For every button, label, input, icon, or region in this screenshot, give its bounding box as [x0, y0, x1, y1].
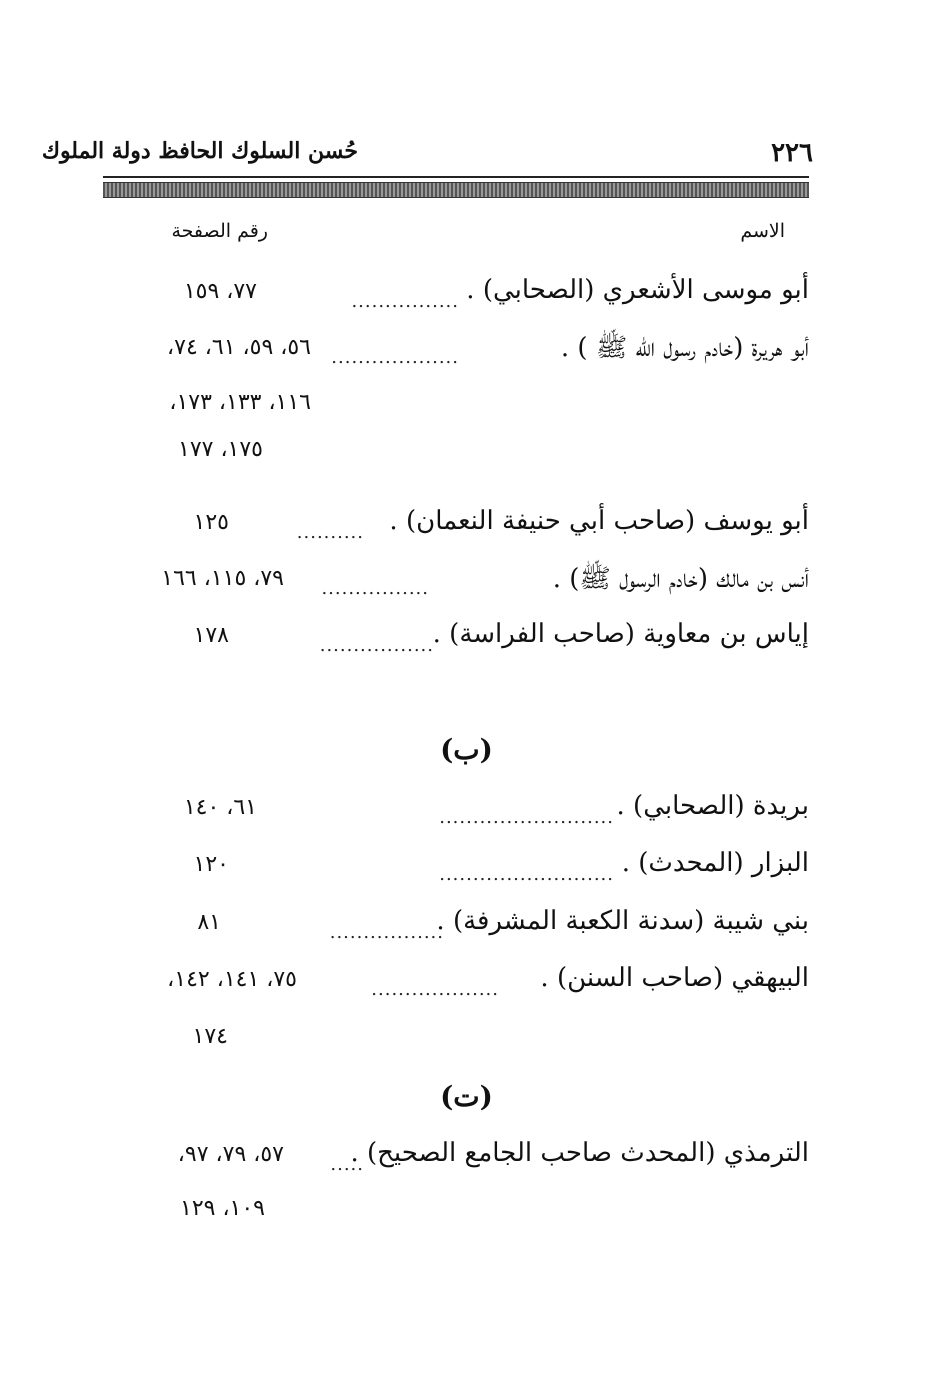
entry-pages: ٧٧، ١٥٩	[183, 279, 257, 304]
entry-pages: ٧٩، ١١٥، ١٦٦	[161, 566, 284, 591]
entry-leader-dots: ...................	[371, 979, 499, 1000]
entry-pages: ٦١، ١٤٠	[183, 795, 257, 820]
index-entry	[103, 963, 809, 1013]
entry-pages: ١٢٥	[193, 510, 229, 535]
entry-leader-dots: ..........................	[439, 807, 614, 828]
entry-pages: ٧٥، ١٤١، ١٤٢،	[167, 967, 297, 992]
entry-name: بريدة (الصحابي) .	[616, 791, 809, 821]
entry-name: أبو يوسف (صاحب أبي حنيفة النعمان) .	[389, 506, 809, 536]
entry-pages: ٥٦، ٥٩، ٦١، ٧٤،	[167, 335, 311, 360]
entry-name: إياس بن معاوية (صاحب الفراسة) .	[432, 619, 809, 649]
entry-pages-continuation: ١٧٤	[192, 1024, 228, 1049]
entry-name: البيهقي (صاحب السنن) .	[540, 963, 809, 993]
entry-leader-dots: .................	[319, 635, 434, 656]
section-letter-heading: (ت)	[440, 1080, 493, 1113]
index-entry	[103, 791, 809, 841]
index-entry	[103, 1138, 809, 1188]
entry-leader-dots: .................	[329, 922, 444, 943]
index-entry	[103, 619, 809, 669]
entry-pages: ١٧٨	[193, 623, 229, 648]
entry-pages: ٨١	[197, 910, 221, 935]
entry-name: أبو موسى الأشعري (الصحابي) .	[466, 275, 809, 305]
entry-name: أبو هريرة (خادم رسول الله ﷺ ) .	[560, 333, 809, 363]
entry-pages: ٥٧، ٧٩، ٩٧،	[177, 1142, 284, 1167]
entry-leader-dots: ...................	[331, 347, 459, 368]
entry-leader-dots: .....	[330, 1154, 364, 1175]
entry-pages: ١٢٠	[193, 852, 229, 877]
entry-name: البزار (المحدث) .	[621, 848, 809, 878]
index-entry	[103, 506, 809, 556]
section-letter-heading: (ب)	[440, 733, 493, 766]
entry-pages-continuation: ١٠٩، ١٢٩	[180, 1196, 265, 1221]
index-entry	[103, 275, 809, 325]
index-entry	[103, 906, 809, 956]
index-entry	[103, 562, 809, 612]
header-rule-thin	[103, 176, 809, 178]
entry-name: الترمذي (المحدث صاحب الجامع الصحيح) .	[350, 1138, 809, 1168]
running-header-title: حُسن السلوك الحافظ دولة الملوك	[41, 138, 358, 164]
header-rule-thick	[103, 182, 809, 198]
entry-leader-dots: ..........................	[439, 864, 614, 885]
index-entry	[103, 331, 809, 381]
entry-leader-dots: ................	[321, 578, 429, 599]
entry-name: بني شيبة (سدنة الكعبة المشرفة) .	[436, 906, 809, 936]
column-header-page: رقم الصفحة	[171, 220, 268, 242]
index-entry	[103, 848, 809, 898]
entry-leader-dots: ................	[351, 291, 459, 312]
column-header-name: الاسم	[740, 220, 785, 242]
entry-pages-continuation: ١٧٥، ١٧٧	[178, 437, 263, 462]
entry-leader-dots: ..........	[296, 522, 364, 543]
page-number: ٢٢٦	[771, 138, 813, 168]
entry-name: أنس بن مالك (خادم الرسول ﷺ) .	[552, 564, 809, 594]
entry-pages-continuation: ١١٦، ١٣٣، ١٧٣،	[169, 390, 311, 415]
